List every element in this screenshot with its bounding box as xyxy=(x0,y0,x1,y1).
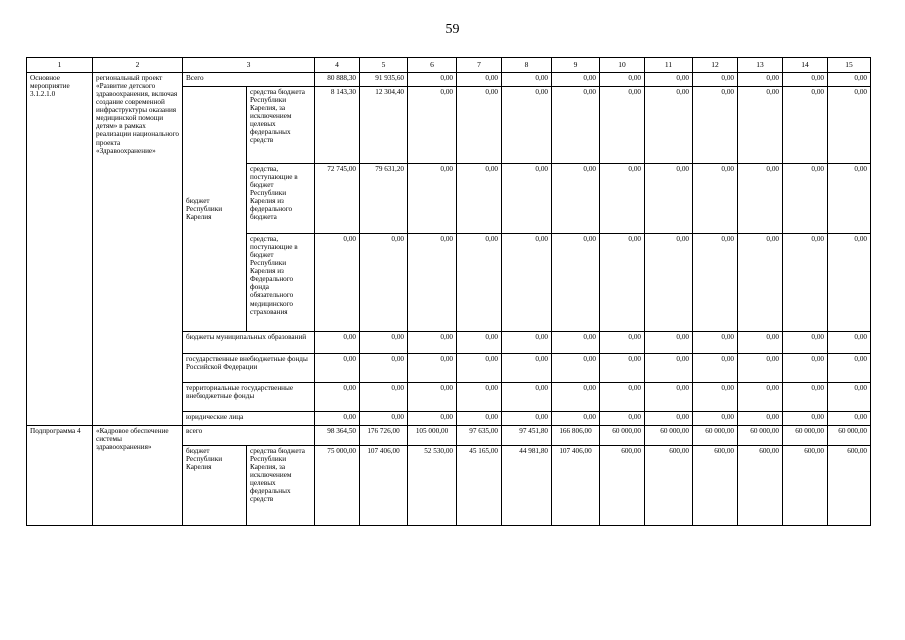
value-cell: 0,00 xyxy=(600,164,645,234)
value-cell: 60 000,00 xyxy=(600,426,645,446)
value-cell: 0,00 xyxy=(693,332,738,354)
value-cell: 52 530,00 xyxy=(408,446,457,526)
value-cell: 0,00 xyxy=(783,164,828,234)
value-cell: 0,00 xyxy=(783,383,828,412)
subprogram-name-cell: «Кадровое обеспечение системы здравоохранения» xyxy=(93,426,183,526)
value-cell: 0,00 xyxy=(552,234,600,332)
value-cell: 44 981,80 xyxy=(502,446,552,526)
budget-table xyxy=(26,57,871,526)
value-cell: 0,00 xyxy=(645,73,693,87)
value-cell: 0,00 xyxy=(408,332,457,354)
value-cell: 0,00 xyxy=(552,412,600,426)
value-cell: 0,00 xyxy=(693,87,738,164)
header-cell: 7 xyxy=(457,58,502,73)
value-cell: 0,00 xyxy=(600,73,645,87)
value-cell: 0,00 xyxy=(408,87,457,164)
value-cell: 0,00 xyxy=(738,412,783,426)
value-cell: 0,00 xyxy=(738,73,783,87)
header-cell: 4 xyxy=(315,58,360,73)
value-cell: 0,00 xyxy=(600,354,645,383)
value-cell: 0,00 xyxy=(315,332,360,354)
header-cell: 13 xyxy=(738,58,783,73)
value-cell: 0,00 xyxy=(828,164,871,234)
value-cell: 0,00 xyxy=(552,164,600,234)
value-cell: 0,00 xyxy=(552,383,600,412)
value-cell: 0,00 xyxy=(552,332,600,354)
value-cell: 79 631,20 xyxy=(360,164,408,234)
measure-code-cell: Основное мероприятие 3.1.2.1.0 xyxy=(27,73,93,426)
table-row xyxy=(27,73,871,87)
value-cell: 0,00 xyxy=(828,87,871,164)
value-cell: 0,00 xyxy=(360,354,408,383)
value-cell: 0,00 xyxy=(315,412,360,426)
value-cell: 0,00 xyxy=(600,87,645,164)
value-cell: 60 000,00 xyxy=(738,426,783,446)
value-cell: 0,00 xyxy=(693,164,738,234)
value-cell: 0,00 xyxy=(645,354,693,383)
source-label: средства бюджета Республики Карелия, за исключением целевых федеральных средств xyxy=(247,87,315,164)
value-cell: 0,00 xyxy=(502,164,552,234)
value-cell: 0,00 xyxy=(360,412,408,426)
value-cell: 60 000,00 xyxy=(645,426,693,446)
value-cell: 0,00 xyxy=(552,73,600,87)
header-cell: 6 xyxy=(408,58,457,73)
value-cell: 0,00 xyxy=(828,73,871,87)
source-label: Всего xyxy=(183,73,315,87)
value-cell: 8 143,30 xyxy=(315,87,360,164)
value-cell: 0,00 xyxy=(600,234,645,332)
value-cell: 0,00 xyxy=(693,73,738,87)
header-cell: 1 xyxy=(27,58,93,73)
header-cell: 5 xyxy=(360,58,408,73)
value-cell: 0,00 xyxy=(828,234,871,332)
header-cell: 9 xyxy=(552,58,600,73)
header-cell: 12 xyxy=(693,58,738,73)
value-cell: 600,00 xyxy=(693,446,738,526)
value-cell: 600,00 xyxy=(828,446,871,526)
value-cell: 97 451,80 xyxy=(502,426,552,446)
value-cell: 0,00 xyxy=(360,234,408,332)
value-cell: 0,00 xyxy=(783,332,828,354)
value-cell: 0,00 xyxy=(502,87,552,164)
header-cell: 3 xyxy=(183,58,315,73)
source-label: средства бюджета Республики Карелия, за исключением целевых федеральных средств xyxy=(247,446,315,526)
header-cell: 8 xyxy=(502,58,552,73)
value-cell: 0,00 xyxy=(457,87,502,164)
value-cell: 0,00 xyxy=(502,383,552,412)
source-label: юридические лица xyxy=(183,412,315,426)
value-cell: 0,00 xyxy=(457,164,502,234)
value-cell: 0,00 xyxy=(360,332,408,354)
header-cell: 15 xyxy=(828,58,871,73)
value-cell: 600,00 xyxy=(738,446,783,526)
value-cell: 600,00 xyxy=(645,446,693,526)
value-cell: 0,00 xyxy=(408,412,457,426)
value-cell: 0,00 xyxy=(457,332,502,354)
source-label: государственные внебюджетные фонды Российской Федерации xyxy=(183,354,315,383)
value-cell: 97 635,00 xyxy=(457,426,502,446)
value-cell: 0,00 xyxy=(360,383,408,412)
value-cell: 0,00 xyxy=(783,73,828,87)
value-cell: 60 000,00 xyxy=(783,426,828,446)
value-cell: 12 304,40 xyxy=(360,87,408,164)
source-label: бюджеты муниципальных образований xyxy=(183,332,315,354)
value-cell: 0,00 xyxy=(645,87,693,164)
value-cell: 0,00 xyxy=(738,354,783,383)
header-cell: 11 xyxy=(645,58,693,73)
value-cell: 107 406,00 xyxy=(360,446,408,526)
value-cell: 0,00 xyxy=(408,354,457,383)
value-cell: 107 406,00 xyxy=(552,446,600,526)
value-cell: 0,00 xyxy=(783,412,828,426)
value-cell: 0,00 xyxy=(552,87,600,164)
value-cell: 105 000,00 xyxy=(408,426,457,446)
value-cell: 0,00 xyxy=(600,412,645,426)
value-cell: 0,00 xyxy=(828,332,871,354)
value-cell: 0,00 xyxy=(502,354,552,383)
value-cell: 0,00 xyxy=(502,234,552,332)
budget-rk-label: бюджет Республики Карелия xyxy=(183,87,247,332)
value-cell: 0,00 xyxy=(457,234,502,332)
value-cell: 45 165,00 xyxy=(457,446,502,526)
value-cell: 0,00 xyxy=(457,412,502,426)
value-cell: 0,00 xyxy=(693,412,738,426)
value-cell: 0,00 xyxy=(315,354,360,383)
value-cell: 176 726,00 xyxy=(360,426,408,446)
value-cell: 0,00 xyxy=(783,234,828,332)
header-cell: 14 xyxy=(783,58,828,73)
value-cell: 0,00 xyxy=(457,354,502,383)
value-cell: 0,00 xyxy=(738,383,783,412)
value-cell: 0,00 xyxy=(693,354,738,383)
value-cell: 0,00 xyxy=(457,383,502,412)
value-cell: 0,00 xyxy=(315,383,360,412)
value-cell: 0,00 xyxy=(457,73,502,87)
measure-name-cell: региональный проект «Развитие детского здравоохранения, включая создание современной инфраструктуры оказания медицинской помощи детям» в рамках реализации национального проекта «Здравоохранение» xyxy=(93,73,183,426)
value-cell: 0,00 xyxy=(828,412,871,426)
value-cell: 600,00 xyxy=(600,446,645,526)
value-cell: 0,00 xyxy=(408,383,457,412)
value-cell: 0,00 xyxy=(693,383,738,412)
value-cell: 0,00 xyxy=(600,383,645,412)
header-cell: 10 xyxy=(600,58,645,73)
header-cell: 2 xyxy=(93,58,183,73)
value-cell: 0,00 xyxy=(600,332,645,354)
source-label: средства, поступающие в бюджет Республики Карелия из федерального бюджета xyxy=(247,164,315,234)
value-cell: 0,00 xyxy=(738,234,783,332)
value-cell: 0,00 xyxy=(693,234,738,332)
value-cell: 0,00 xyxy=(502,332,552,354)
value-cell: 80 888,30 xyxy=(315,73,360,87)
value-cell: 0,00 xyxy=(502,412,552,426)
value-cell: 0,00 xyxy=(828,354,871,383)
page-number: 59 xyxy=(445,22,460,37)
value-cell: 0,00 xyxy=(408,73,457,87)
value-cell: 0,00 xyxy=(738,164,783,234)
value-cell: 0,00 xyxy=(645,383,693,412)
value-cell: 0,00 xyxy=(502,73,552,87)
value-cell: 0,00 xyxy=(645,234,693,332)
value-cell: 60 000,00 xyxy=(693,426,738,446)
value-cell: 0,00 xyxy=(738,332,783,354)
value-cell: 98 364,50 xyxy=(315,426,360,446)
source-label: территориальные государственные внебюджетные фонды xyxy=(183,383,315,412)
value-cell: 166 806,00 xyxy=(552,426,600,446)
header-row xyxy=(27,58,871,73)
source-label: средства, поступающие в бюджет Республики Карелия из Федерального фонда обязательного медицинского страхования xyxy=(247,234,315,332)
value-cell: 0,00 xyxy=(738,87,783,164)
budget-rk-label: бюджет Республики Карелия xyxy=(183,446,247,526)
value-cell: 600,00 xyxy=(783,446,828,526)
value-cell: 0,00 xyxy=(552,354,600,383)
value-cell: 0,00 xyxy=(645,164,693,234)
value-cell: 72 745,00 xyxy=(315,164,360,234)
value-cell: 0,00 xyxy=(315,234,360,332)
source-label: всего xyxy=(183,426,315,446)
value-cell: 0,00 xyxy=(828,383,871,412)
subprogram-code-cell: Подпрограмма 4 xyxy=(27,426,93,526)
value-cell: 91 935,60 xyxy=(360,73,408,87)
value-cell: 0,00 xyxy=(408,164,457,234)
value-cell: 0,00 xyxy=(783,354,828,383)
value-cell: 0,00 xyxy=(408,234,457,332)
value-cell: 60 000,00 xyxy=(828,426,871,446)
value-cell: 75 000,00 xyxy=(315,446,360,526)
table-row xyxy=(27,426,871,446)
value-cell: 0,00 xyxy=(645,332,693,354)
value-cell: 0,00 xyxy=(783,87,828,164)
value-cell: 0,00 xyxy=(645,412,693,426)
